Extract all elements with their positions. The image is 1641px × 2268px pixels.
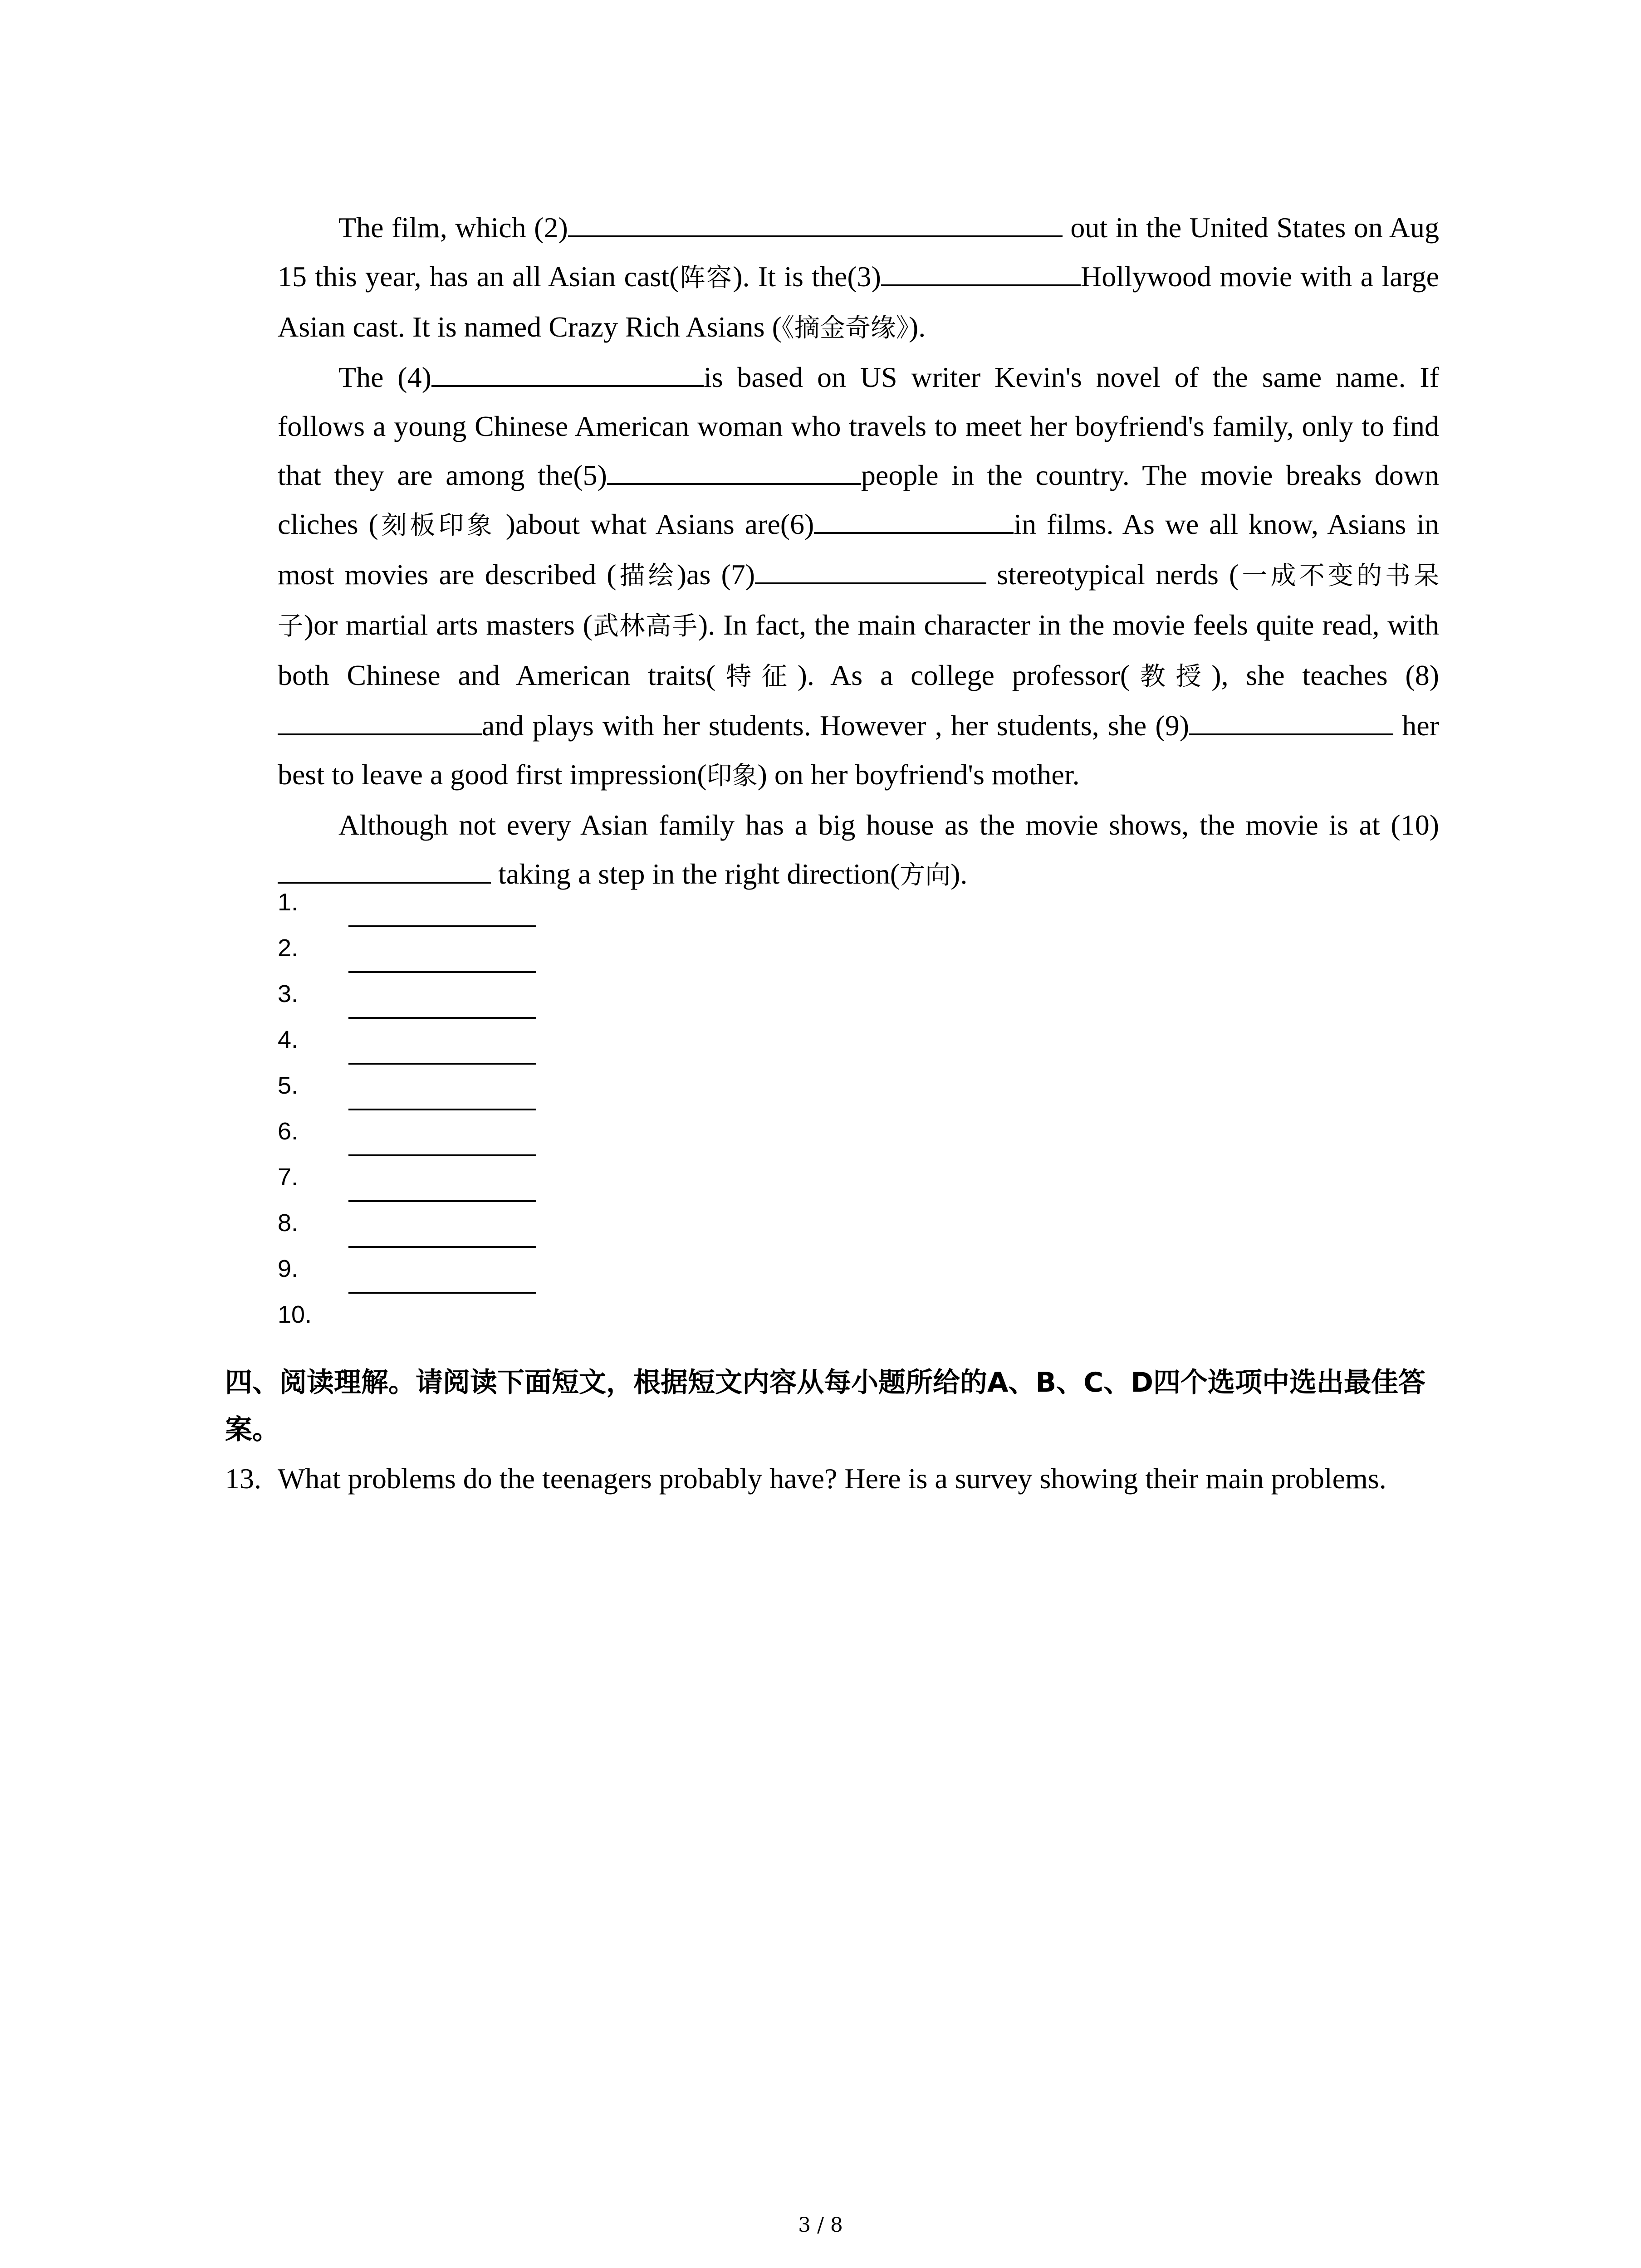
text-run: ). As a college professor(: [797, 659, 1130, 691]
answer-number: 5.: [278, 1072, 299, 1099]
chinese-gloss: 印象: [706, 761, 758, 791]
answer-number: 1.: [278, 889, 299, 916]
text-run: ).: [950, 858, 968, 890]
chinese-gloss: 教授: [1130, 662, 1212, 691]
text-run: in films. As we all know, Asians in most movies are described (: [278, 508, 1440, 591]
text-run: )as (7): [676, 558, 755, 591]
question-text: What problems do the teenagers probably have? Here is a survey showing their main problems.: [278, 1462, 1386, 1495]
paragraph-3: [278, 801, 1439, 900]
question-13: [225, 1456, 1450, 1501]
text-run: people in the country. The movie breaks down cliches (: [278, 459, 1440, 540]
answer-line[interactable]: [348, 1200, 536, 1202]
text-run: Although not every Asian family has a big house as the movie shows, the movie is at (10): [338, 809, 1439, 841]
answer-line[interactable]: [348, 925, 536, 927]
answer-line[interactable]: [348, 1246, 536, 1248]
answer-line[interactable]: [348, 1292, 536, 1294]
blank-6[interactable]: [814, 507, 1014, 534]
text-run: )about what Asians are(6): [495, 508, 814, 540]
question-number: 13.: [225, 1462, 261, 1495]
text-run: The film, which (2): [338, 211, 568, 244]
blank-3[interactable]: [881, 259, 1081, 286]
paragraph-1: [278, 203, 1439, 353]
answer-line[interactable]: [348, 1017, 536, 1019]
page-number: 3 / 8: [798, 2214, 843, 2237]
text-run: out in the United States on Aug 15 this year, has an all Asian cast(: [278, 211, 1439, 293]
text-run: ).: [908, 311, 926, 343]
chinese-gloss: 刻板印象: [378, 511, 495, 540]
text-run: Hollywood movie with a large Asian cast. It is named Crazy Rich Asians (: [278, 260, 1440, 343]
blank-10[interactable]: [278, 856, 491, 884]
chinese-gloss: 特征: [715, 662, 798, 691]
text-run: The (4): [338, 361, 431, 393]
text-run: ). It is the(3): [733, 260, 881, 293]
text-run: and plays with her students. However , her students, she (9): [482, 709, 1190, 742]
chinese-gloss: 一成不变的书呆子: [278, 561, 1440, 641]
text-run: taking a step in the right direction(: [491, 858, 900, 890]
text-run: )or martial arts masters (: [304, 609, 593, 641]
answer-line[interactable]: [348, 971, 536, 973]
blank-2[interactable]: [568, 210, 1063, 237]
text-run: is based on US writer Kevin's novel of the same name. If follows a young Chinese American woman who travels to meet her boyfriend's family, only to find that they are among the(5): [278, 361, 1440, 491]
blank-9[interactable]: [1189, 708, 1393, 735]
answer-number: 3.: [278, 980, 299, 1007]
text-run: ). In fact, the main character in the movie feels quite read, with both Chinese and American traits(: [278, 609, 1440, 691]
answer-number: 8.: [278, 1209, 299, 1237]
answer-number: 9.: [278, 1255, 299, 1282]
answer-number: 6.: [278, 1118, 299, 1145]
text-run: ), she teaches (8): [1211, 659, 1440, 691]
chinese-gloss: 方向: [900, 860, 951, 890]
blank-5[interactable]: [607, 458, 861, 485]
answer-line[interactable]: [348, 1109, 536, 1110]
answer-line[interactable]: [348, 1154, 536, 1156]
blank-8[interactable]: [278, 708, 482, 735]
text-run: her best to leave a good first impression(: [278, 709, 1440, 791]
answer-number: 7.: [278, 1163, 299, 1191]
cloze-passage: [278, 203, 1439, 900]
chinese-gloss: 阵容: [679, 263, 733, 293]
text-run: stereotypical nerds (: [986, 558, 1239, 591]
blank-7[interactable]: [755, 557, 986, 584]
chinese-gloss: 描绘: [616, 561, 677, 591]
chinese-gloss: 《摘金奇缘》: [781, 313, 909, 343]
answer-number: 2.: [278, 934, 299, 962]
answer-number: 10.: [278, 1301, 312, 1328]
paragraph-2: [278, 353, 1439, 801]
text-run: ) on her boyfriend's mother.: [757, 758, 1080, 791]
answer-number: 4.: [278, 1026, 299, 1053]
blank-4[interactable]: [431, 360, 704, 387]
chinese-gloss: 武林高手: [593, 611, 698, 641]
answer-line[interactable]: [348, 1063, 536, 1065]
section-heading: 四、阅读理解。请阅读下面短文，根据短文内容从每小题所给的A、B、C、D四个选项中选出最佳答案。: [225, 1367, 1426, 1446]
